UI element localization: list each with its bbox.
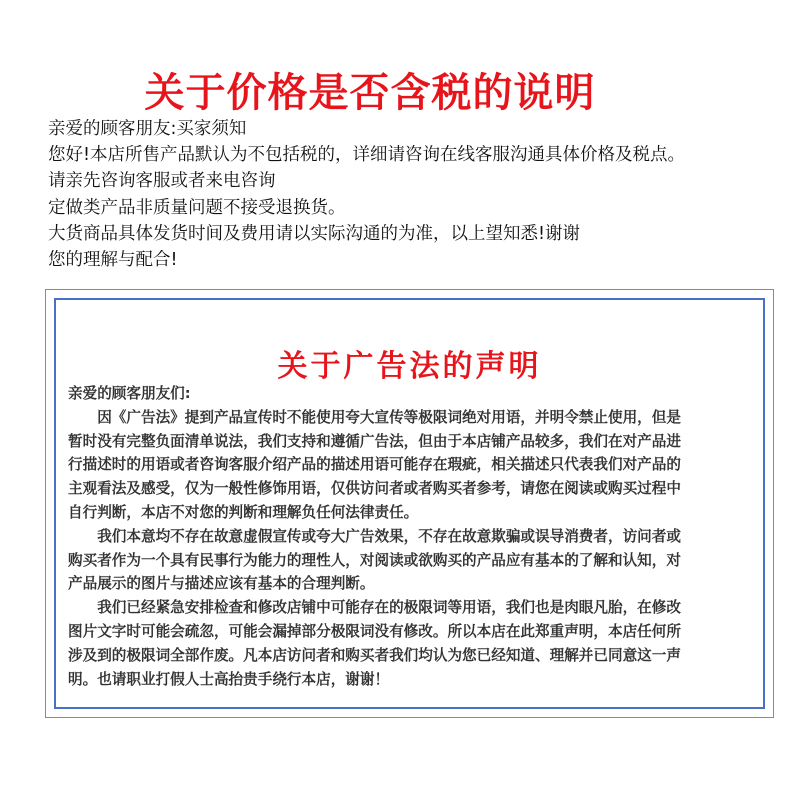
- ad-law-statement-body: [68, 382, 768, 691]
- statement-line: 亲爱的顾客朋友们:: [68, 385, 191, 402]
- tax-notice-line: 您好!本店所售产品默认为不包括税的，详细请咨询在线客服沟通具体价格及税点。: [48, 145, 686, 166]
- ad-law-statement-box: [45, 289, 774, 718]
- ad-law-statement-title: 关于广告法的声明: [277, 348, 542, 384]
- statement-line: 行描述时的用语或者咨询客服介绍产品的描述用语可能存在瑕疵，相关描述只代表我们对产品的: [68, 456, 681, 474]
- statement-line: 暂时没有完整负面清单说法，我们支持和遵循广告法，但由于本店铺产品较多，我们在对产品进: [68, 432, 681, 450]
- statement-line: 涉及到的极限词全部作废。凡本店访问者和购买者我们均认为您已经知道、理解并已同意这一声: [68, 646, 681, 664]
- tax-notice-line: 大货商品具体发货时间及费用请以实际沟通的为准，以上望知悉!谢谢: [48, 223, 581, 244]
- statement-line: 图片文字时可能会疏忽，可能会漏掉部分极限词没有修改。所以本店在此郑重声明，本店任何所: [68, 622, 681, 640]
- statement-line: 我们已经紧急安排检查和修改店铺中可能存在的极限词等用语，我们也是肉眼凡胎，在修改: [68, 599, 681, 617]
- statement-line: 因《广告法》提到产品宣传时不能使用夸大宣传等极限词绝对用语，并明令禁止使用，但是: [68, 408, 681, 426]
- tax-notice-line: 亲爱的顾客朋友:买家须知: [48, 119, 247, 139]
- statement-line: 自行判断，本店不对您的判断和理解负任何法律责任。: [68, 503, 419, 521]
- statement-line: 我们本意均不存在故意虚假宣传或夸大广告效果，不存在故意欺骗或误导消费者，访问者或: [68, 527, 681, 545]
- statement-line: 明。也请职业打假人士高抬贵手绕行本店，谢谢！: [68, 670, 390, 688]
- ad-law-statement-border: [54, 298, 765, 709]
- tax-notice-body: [48, 116, 793, 273]
- tax-notice-title: 关于价格是否含税的说明: [144, 69, 596, 116]
- tax-notice-line: 定做类产品非质量问题不接受退换货。: [48, 197, 346, 218]
- statement-line: 主观看法及感受，仅为一般性修饰用语，仅供访问者或者购买者参考，请您在阅读或购买过程中: [68, 480, 681, 498]
- statement-line: 产品展示的图片与描述应该有基本的合理判断。: [68, 575, 375, 593]
- tax-notice-line: 您的理解与配合!: [48, 249, 178, 270]
- tax-notice-line: 请亲先咨询客服或者来电咨询: [48, 171, 276, 192]
- statement-line: 购买者作为一个具有民事行为能力的理性人，对阅读或欲购买的产品应有基本的了解和认知，对: [68, 551, 681, 569]
